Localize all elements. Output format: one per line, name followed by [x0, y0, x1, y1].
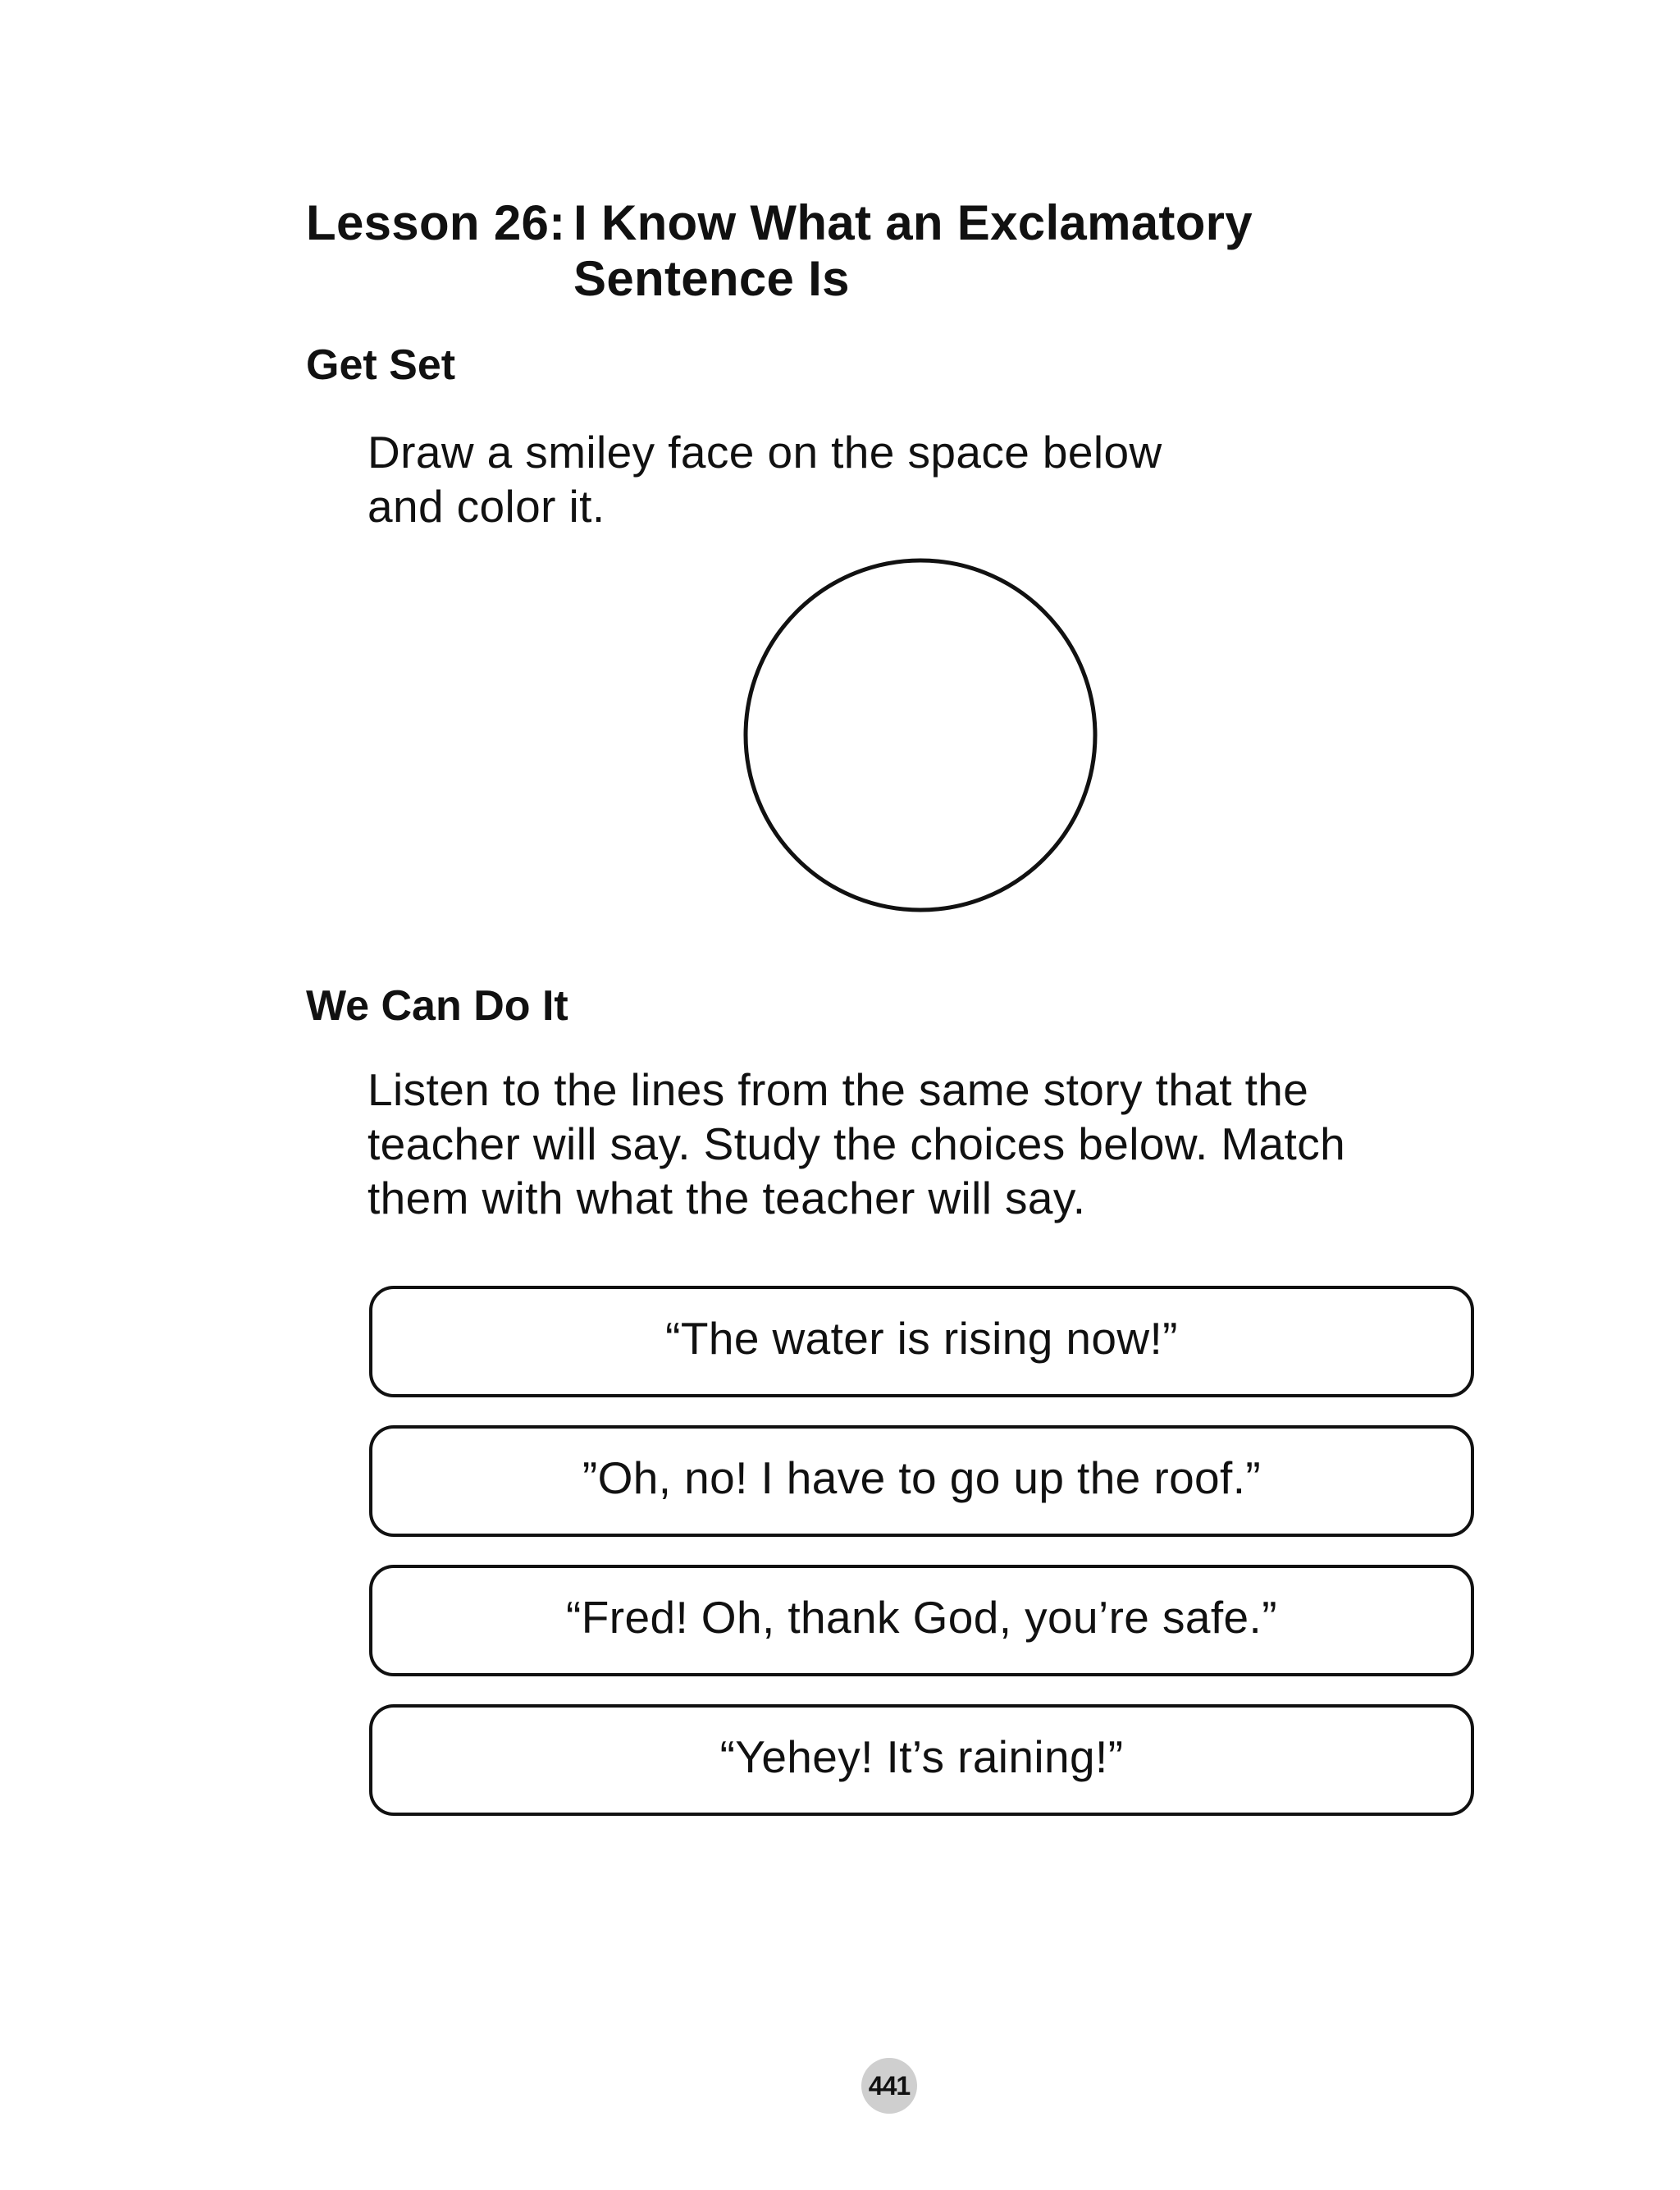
choice-box-4[interactable]	[369, 1704, 1474, 1816]
choice-text-1: “The water is rising now!”	[665, 1313, 1178, 1364]
lesson-title-line-2: Sentence Is	[573, 251, 850, 306]
we-can-do-it-heading: We Can Do It	[306, 982, 568, 1030]
lesson-title	[306, 195, 1253, 307]
choice-box-1[interactable]	[369, 1286, 1474, 1397]
get-set-instructions	[368, 425, 1162, 533]
we-can-do-it-line-3: them with what the teacher will say.	[368, 1173, 1086, 1223]
lesson-number: Lesson 26:	[306, 195, 566, 250]
choice-box-2[interactable]	[369, 1425, 1474, 1537]
circle-outline	[743, 558, 1098, 912]
page-number-badge	[861, 2058, 917, 2114]
get-set-heading: Get Set	[306, 341, 456, 389]
choice-text-2: ”Oh, no! I have to go up the roof.”	[582, 1452, 1262, 1503]
page-number: 441	[868, 2070, 911, 2101]
choice-text-3: “Fred! Oh, thank God, you’re safe.”	[566, 1592, 1277, 1643]
we-can-do-it-line-2: teacher will say. Study the choices below. Match	[368, 1118, 1346, 1169]
choice-text-4: “Yehey! It’s raining!”	[719, 1731, 1124, 1782]
we-can-do-it-line-1: Listen to the lines from the same story that the	[368, 1064, 1309, 1115]
get-set-line-2: and color it.	[368, 481, 605, 532]
smiley-drawing-circle[interactable]	[743, 558, 1098, 912]
we-can-do-it-instructions	[368, 1063, 1345, 1225]
choice-box-3[interactable]	[369, 1565, 1474, 1676]
get-set-line-1: Draw a smiley face on the space below	[368, 427, 1162, 478]
choice-list	[369, 1286, 1474, 1844]
lesson-title-line-1: I Know What an Exclamatory	[573, 195, 1253, 250]
